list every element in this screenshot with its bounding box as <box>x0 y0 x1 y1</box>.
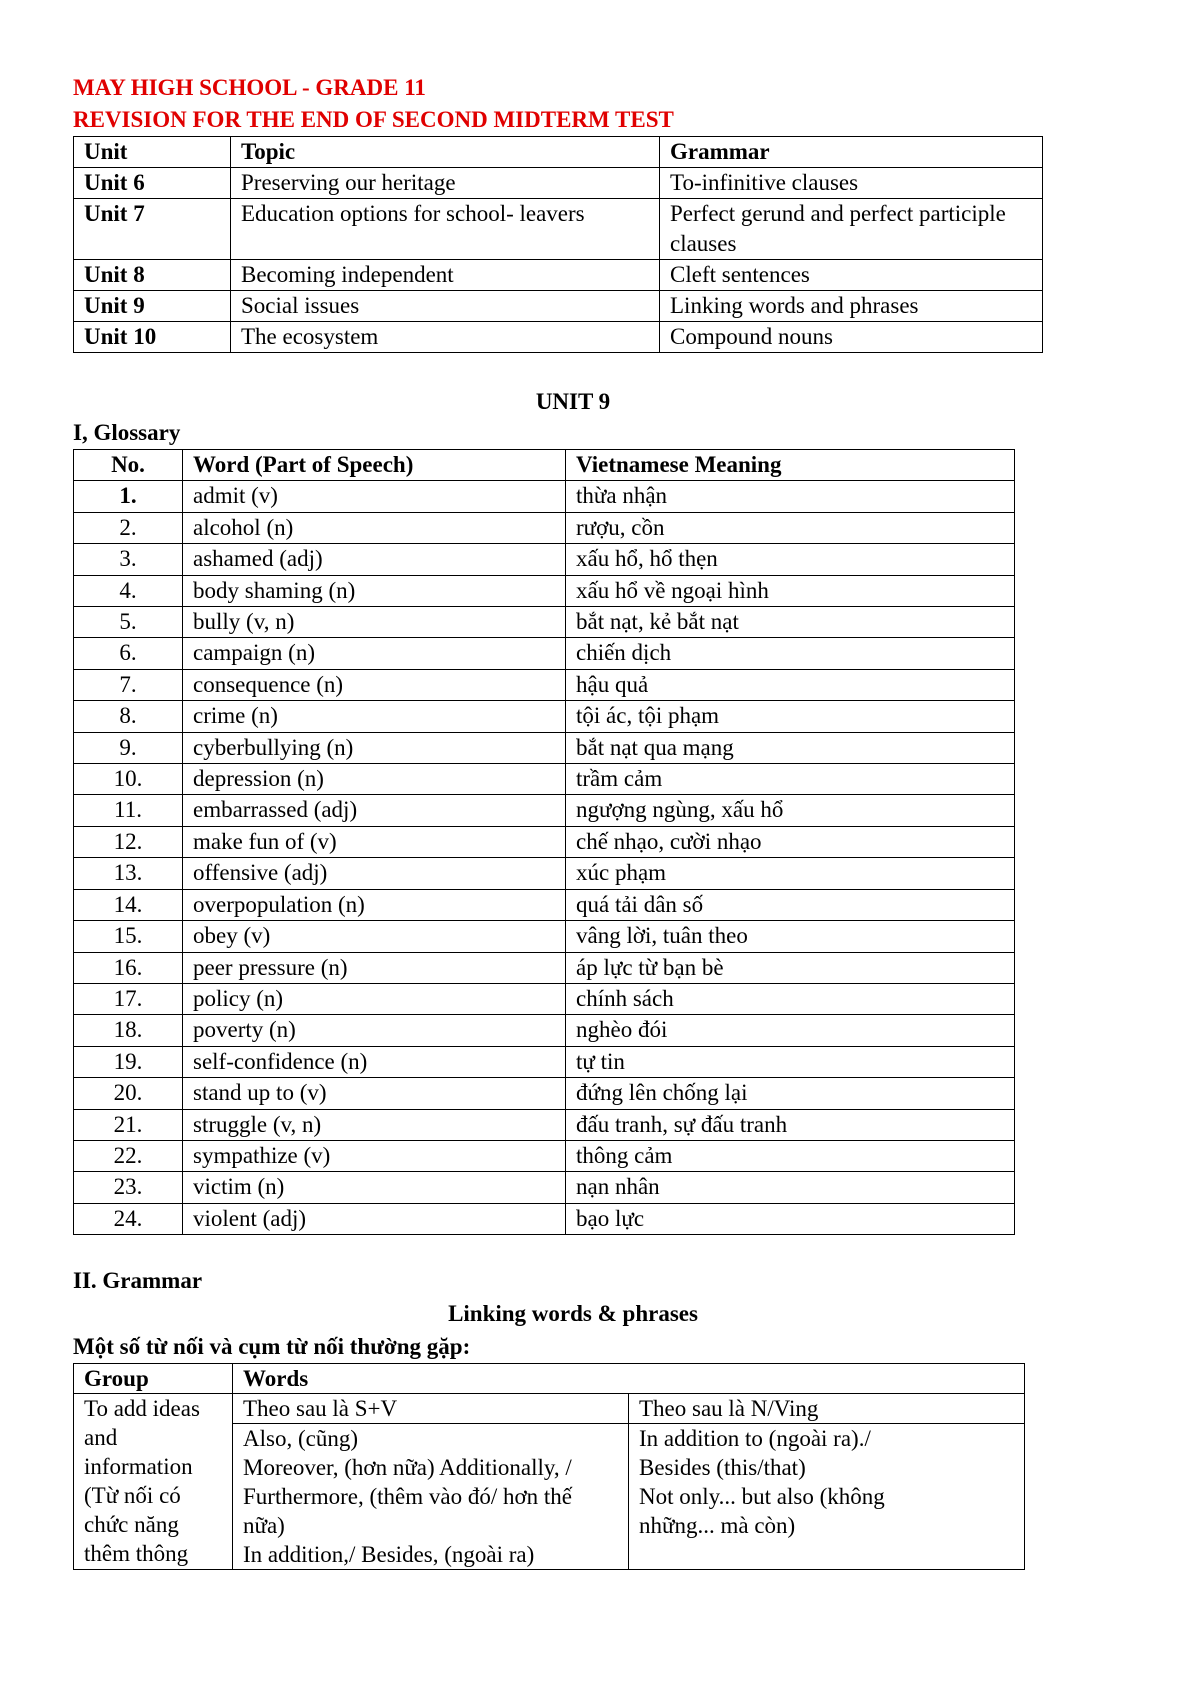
glossary-word-cell: poverty (n) <box>183 1015 566 1046</box>
col-group: Group <box>74 1364 233 1394</box>
glossary-word-cell: crime (n) <box>183 701 566 732</box>
glossary-meaning-cell: xấu hổ, hổ thẹn <box>566 544 1015 575</box>
glossary-no-cell: 4. <box>74 575 183 606</box>
glossary-no-cell: 8. <box>74 701 183 732</box>
grammar-subtitle: Linking words & phrases <box>448 1301 698 1327</box>
glossary-body <box>74 481 1015 1235</box>
glossary-no-cell: 14. <box>74 889 183 920</box>
school-title: MAY HIGH SCHOOL - GRADE 11 <box>73 75 426 100</box>
glossary-no-cell: 16. <box>74 952 183 983</box>
glossary-meaning-cell: bắt nạt qua mạng <box>566 732 1015 763</box>
glossary-word-cell: obey (v) <box>183 921 566 952</box>
glossary-meaning-cell: xấu hổ về ngoại hình <box>566 575 1015 606</box>
glossary-meaning-cell: ngượng ngùng, xấu hổ <box>566 795 1015 826</box>
grammar-section-title: II. Grammar <box>73 1268 203 1294</box>
glossary-no-cell: 23. <box>74 1172 183 1203</box>
table-row <box>74 701 1015 732</box>
sv-word-line: Also, (cũng) <box>243 1426 358 1452</box>
n-word-line: Not only... but also (không <box>639 1484 885 1510</box>
glossary-meaning-cell: đứng lên chống lại <box>566 1078 1015 1109</box>
glossary-meaning-cell: thừa nhận <box>566 481 1015 512</box>
n-word-line: Besides (this/that) <box>639 1455 806 1481</box>
table-row <box>74 889 1015 920</box>
table-row <box>74 1015 1015 1046</box>
grammar-cell: Linking words and phrases <box>660 291 1043 322</box>
grammar-cell: To-infinitive clauses <box>660 168 1043 199</box>
group-name-line: chức năng <box>84 1512 179 1538</box>
glossary-word-cell: campaign (n) <box>183 638 566 669</box>
glossary-word-cell: admit (v) <box>183 481 566 512</box>
glossary-no-cell: 2. <box>74 512 183 543</box>
overview-header-row <box>74 137 1043 168</box>
overview-table <box>73 136 1043 353</box>
glossary-meaning-cell: tội ác, tội phạm <box>566 701 1015 732</box>
table-row <box>74 168 1043 199</box>
group-name-line: thêm thông <box>84 1541 189 1567</box>
linking-words-table <box>73 1363 1025 1570</box>
linking-header-row <box>74 1364 1025 1394</box>
glossary-word-cell: stand up to (v) <box>183 1078 566 1109</box>
n-word-line: In addition to (ngoài ra)./ <box>639 1426 871 1452</box>
table-row <box>74 858 1015 889</box>
glossary-no-cell: 18. <box>74 1015 183 1046</box>
n-word-line: những... mà còn) <box>639 1513 796 1539</box>
group-name-line: To add ideas <box>84 1396 200 1422</box>
sv-words-cell <box>233 1424 629 1570</box>
glossary-meaning-cell: áp lực từ bạn bè <box>566 952 1015 983</box>
linking-subheader-row <box>74 1394 1025 1424</box>
table-row <box>74 199 1043 260</box>
glossary-word-cell: body shaming (n) <box>183 575 566 606</box>
subcol-n: Theo sau là N/Ving <box>629 1394 1025 1424</box>
glossary-word-cell: consequence (n) <box>183 669 566 700</box>
glossary-no-cell: 24. <box>74 1203 183 1234</box>
table-row <box>74 669 1015 700</box>
glossary-word-cell: policy (n) <box>183 983 566 1014</box>
revision-title: REVISION FOR THE END OF SECOND MIDTERM TEST <box>73 107 674 132</box>
col-words: Words <box>233 1364 1025 1394</box>
glossary-word-cell: cyberbullying (n) <box>183 732 566 763</box>
glossary-section-title: I, Glossary <box>73 420 181 445</box>
glossary-word-cell: offensive (adj) <box>183 858 566 889</box>
n-words-cell <box>629 1424 1025 1570</box>
group-name-line: information <box>84 1454 193 1480</box>
glossary-word-cell: embarrassed (adj) <box>183 795 566 826</box>
group-name-line: (Từ nối có <box>84 1483 181 1509</box>
topic-cell: Becoming independent <box>231 260 660 291</box>
col-grammar: Grammar <box>660 137 1043 168</box>
table-row <box>74 764 1015 795</box>
glossary-no-cell: 20. <box>74 1078 183 1109</box>
grammar-cell: Perfect gerund and perfect participle clauses <box>660 199 1043 260</box>
glossary-word-cell: sympathize (v) <box>183 1140 566 1171</box>
grammar-cell: Compound nouns <box>660 322 1043 353</box>
table-row <box>74 1046 1015 1077</box>
table-row <box>74 1078 1015 1109</box>
topic-cell: Preserving our heritage <box>231 168 660 199</box>
glossary-meaning-cell: bạo lực <box>566 1203 1015 1234</box>
glossary-word-cell: peer pressure (n) <box>183 952 566 983</box>
topic-cell: The ecosystem <box>231 322 660 353</box>
glossary-no-cell: 17. <box>74 983 183 1014</box>
group-name-cell <box>74 1394 233 1570</box>
glossary-meaning-cell: thông cảm <box>566 1140 1015 1171</box>
table-row <box>74 575 1015 606</box>
grammar-intro: Một số từ nối và cụm từ nối thường gặp: <box>73 1334 471 1360</box>
unit-cell: Unit 10 <box>74 322 231 353</box>
table-row <box>74 1172 1015 1203</box>
glossary-no-cell: 13. <box>74 858 183 889</box>
glossary-meaning-cell: chiến dịch <box>566 638 1015 669</box>
glossary-meaning-cell: quá tải dân số <box>566 889 1015 920</box>
col-topic: Topic <box>231 137 660 168</box>
glossary-word-cell: alcohol (n) <box>183 512 566 543</box>
sv-word-line: Moreover, (hơn nữa) Additionally, / <box>243 1455 572 1481</box>
sv-word-line: In addition,/ Besides, (ngoài ra) <box>243 1542 535 1568</box>
sv-word-line: Furthermore, (thêm vào đó/ hơn thế <box>243 1484 572 1510</box>
glossary-no-cell: 12. <box>74 826 183 857</box>
glossary-word-cell: bully (v, n) <box>183 607 566 638</box>
glossary-meaning-cell: nạn nhân <box>566 1172 1015 1203</box>
document-page <box>73 72 1073 1570</box>
table-row <box>74 481 1015 512</box>
table-row <box>74 1109 1015 1140</box>
glossary-no-cell: 9. <box>74 732 183 763</box>
glossary-table <box>73 449 1015 1235</box>
table-row <box>74 1140 1015 1171</box>
topic-cell: Education options for school- leavers <box>231 199 660 260</box>
glossary-no-cell: 7. <box>74 669 183 700</box>
glossary-meaning-cell: hậu quả <box>566 669 1015 700</box>
table-row <box>74 544 1015 575</box>
glossary-no-cell: 3. <box>74 544 183 575</box>
sv-word-line: nữa) <box>243 1513 285 1539</box>
unit-cell: Unit 8 <box>74 260 231 291</box>
table-row <box>74 795 1015 826</box>
glossary-no-cell: 21. <box>74 1109 183 1140</box>
glossary-meaning-cell: chế nhạo, cười nhạo <box>566 826 1015 857</box>
glossary-word-cell: self-confidence (n) <box>183 1046 566 1077</box>
col-no: No. <box>74 450 183 481</box>
unit-cell: Unit 7 <box>74 199 231 260</box>
glossary-word-cell: struggle (v, n) <box>183 1109 566 1140</box>
table-row <box>74 826 1015 857</box>
glossary-word-cell: ashamed (adj) <box>183 544 566 575</box>
table-row <box>74 921 1015 952</box>
glossary-meaning-cell: chính sách <box>566 983 1015 1014</box>
glossary-word-cell: victim (n) <box>183 1172 566 1203</box>
unit-cell: Unit 9 <box>74 291 231 322</box>
glossary-no-cell: 5. <box>74 607 183 638</box>
table-row <box>74 732 1015 763</box>
glossary-word-cell: violent (adj) <box>183 1203 566 1234</box>
glossary-word-cell: overpopulation (n) <box>183 889 566 920</box>
glossary-no-cell: 19. <box>74 1046 183 1077</box>
glossary-no-cell: 11. <box>74 795 183 826</box>
table-row <box>74 952 1015 983</box>
glossary-meaning-cell: trầm cảm <box>566 764 1015 795</box>
glossary-meaning-cell: xúc phạm <box>566 858 1015 889</box>
glossary-no-cell: 10. <box>74 764 183 795</box>
table-row <box>74 512 1015 543</box>
glossary-meaning-cell: vâng lời, tuân theo <box>566 921 1015 952</box>
glossary-meaning-cell: đấu tranh, sự đấu tranh <box>566 1109 1015 1140</box>
glossary-word-cell: depression (n) <box>183 764 566 795</box>
col-word: Word (Part of Speech) <box>183 450 566 481</box>
group-name-line: and <box>84 1425 118 1451</box>
table-row <box>74 983 1015 1014</box>
table-row <box>74 291 1043 322</box>
table-row <box>74 607 1015 638</box>
glossary-meaning-cell: rượu, cồn <box>566 512 1015 543</box>
table-row <box>74 1203 1015 1234</box>
unit-cell: Unit 6 <box>74 168 231 199</box>
subcol-sv: Theo sau là S+V <box>233 1394 629 1424</box>
glossary-no-cell: 1. <box>74 481 183 512</box>
table-row <box>74 638 1015 669</box>
glossary-header-row <box>74 450 1015 481</box>
glossary-meaning-cell: bắt nạt, kẻ bắt nạt <box>566 607 1015 638</box>
glossary-meaning-cell: tự tin <box>566 1046 1015 1077</box>
col-unit: Unit <box>74 137 231 168</box>
glossary-word-cell: make fun of (v) <box>183 826 566 857</box>
table-row <box>74 260 1043 291</box>
table-row <box>74 322 1043 353</box>
topic-cell: Social issues <box>231 291 660 322</box>
glossary-no-cell: 6. <box>74 638 183 669</box>
glossary-no-cell: 22. <box>74 1140 183 1171</box>
glossary-meaning-cell: nghèo đói <box>566 1015 1015 1046</box>
unit-heading: UNIT 9 <box>535 389 611 414</box>
col-meaning: Vietnamese Meaning <box>566 450 1015 481</box>
grammar-cell: Cleft sentences <box>660 260 1043 291</box>
glossary-no-cell: 15. <box>74 921 183 952</box>
